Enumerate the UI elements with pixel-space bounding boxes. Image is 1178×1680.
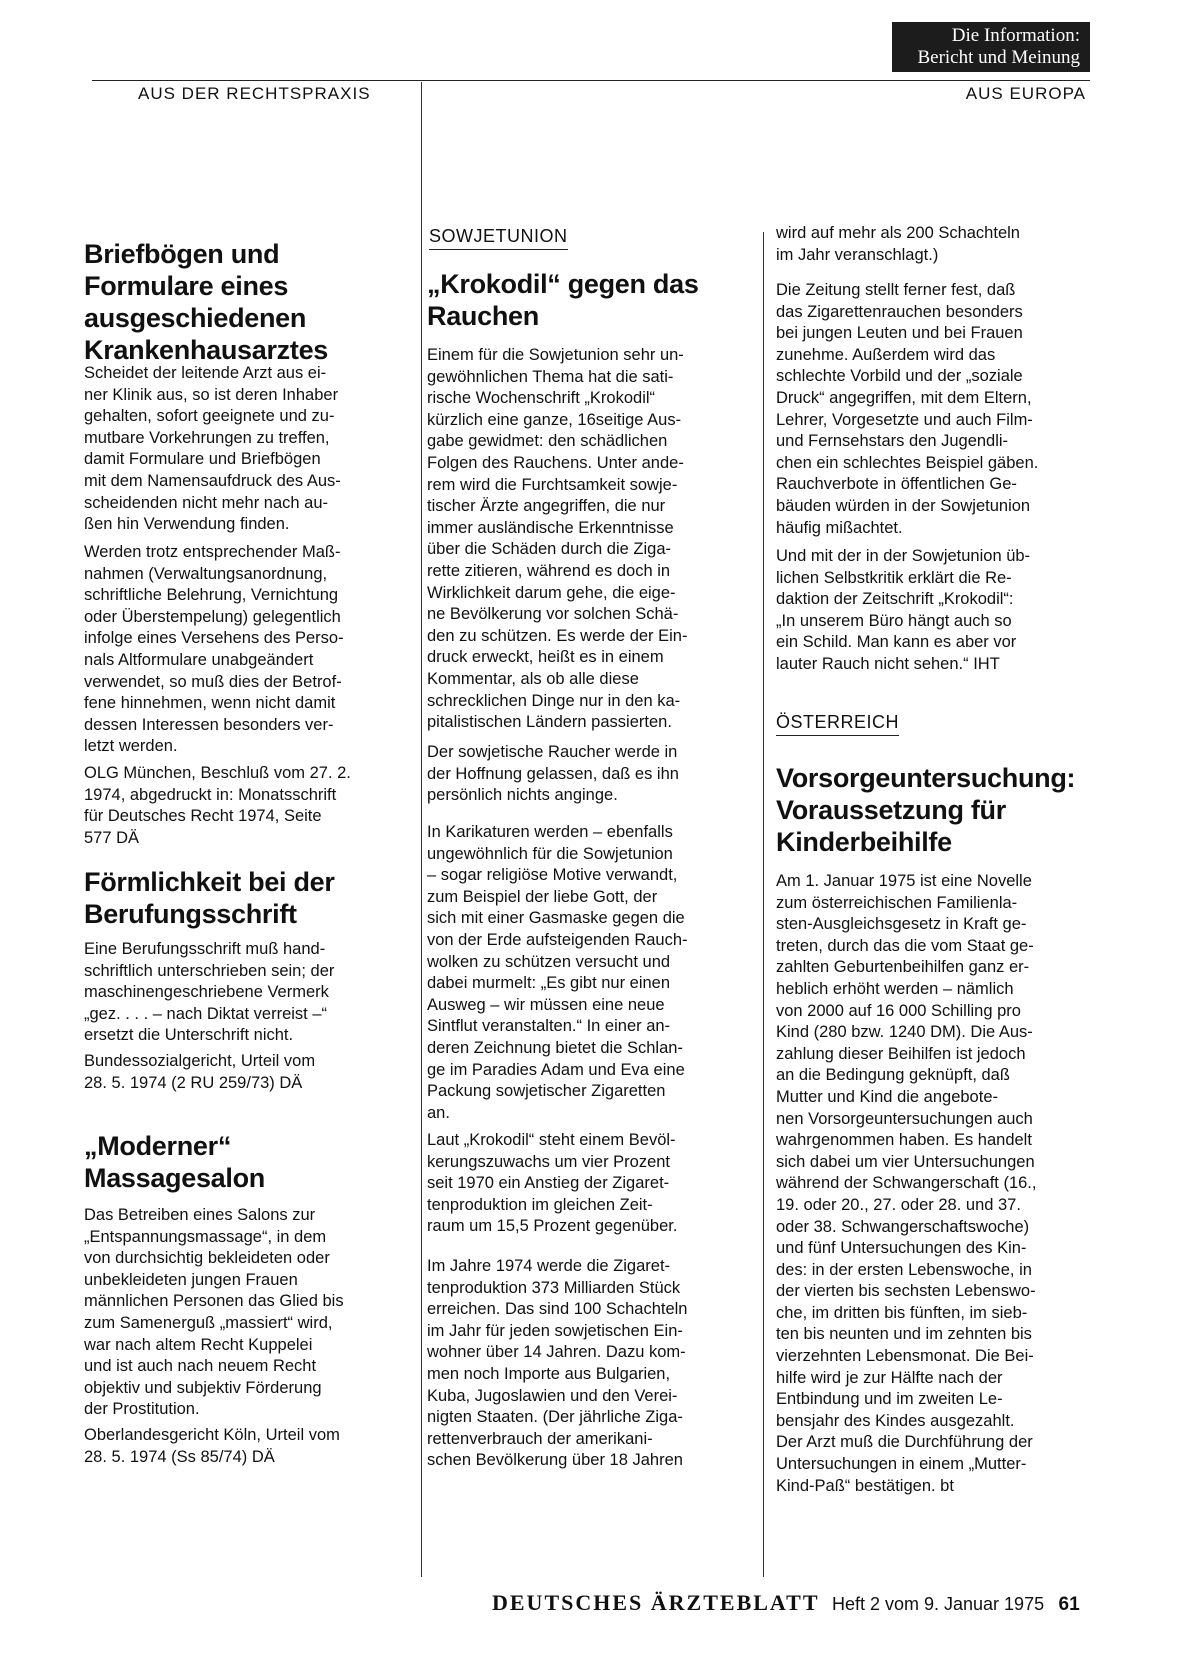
column-divider-1 — [421, 82, 422, 1577]
article-title-massagesalon: „Moderner“ Massagesalon — [84, 1131, 265, 1193]
article-title-foermlichkeit: Förmlichkeit bei der Berufungsschrift — [84, 867, 335, 929]
kicker-oesterreich: ÖSTERREICH — [776, 712, 899, 736]
page-number: 61 — [1058, 1594, 1080, 1615]
article-paragraph: Die Zeitung stellt ferner fest, daß das Zigarettenrauchen besonders bei jungen Leuten und bei Frauen zunehme. Außerdem wird das schlechte Vorbild und der „soziale Druck“ angegriffen, mit dem Eltern, Lehrer, Vorgesetzte und auch Film- und Fernsehstars den Jugendli- chen ein schlechtes Beispiel gäben. Rauchverbote in öffentlichen Ge- bäuden würden in der Sowjetunion häufig mißachtet. — [776, 281, 1039, 537]
column-divider-2 — [763, 232, 764, 1577]
header-rule — [92, 80, 1090, 81]
article-paragraph: Eine Berufungsschrift muß hand- schriftlich unterschrieben sein; der maschinengeschriebene Vermerk „gez. . . . – nach Diktat verreist –“ ersetzt die Unterschrift nicht. — [84, 940, 335, 1045]
badge-line-2: Bericht und Meinung — [917, 47, 1080, 68]
section-label-left: AUS DER RECHTSPRAXIS — [138, 84, 371, 103]
article-paragraph: Einem für die Sowjetunion sehr un- gewöhnlichen Thema hat die sati- rische Wochenschrift „Krokodil“ kürzlich eine ganze, 16seitige Aus- gabe gewidmet: den schädlichen Folgen des Rauchens. Unter ande- rem wird die Furchtsamkeit sowje- tischer Ärzte angegriffen, die nur immer ausländische Erkenntnisse über die Schäden durch die Ziga- rette zitieren, während es doch in Wirklichkeit darum gehe, die eige- ne Bevölkerung vor solchen Schä- den zu schützen. Es werde der Ein- druck erweckt, heißt es in einem Kommentar, als ob alle diese schrecklichen Dinge nur in den ka- pitalistischen Ländern passierten. — [427, 346, 688, 732]
badge-line-1: Die Information: — [951, 25, 1080, 46]
page-footer — [492, 1590, 1080, 1616]
article-paragraph: Laut „Krokodil“ steht einem Bevöl- kerungszuwachs um vier Prozent seit 1970 ein Anstieg der Zigaret- tenproduktion im gleichen Zeit- raum um 15,5 Prozent gegenüber. — [427, 1131, 678, 1236]
article-title-briefboegen: Briefbögen und Formulare eines ausgeschiedenen Krankenhausarztes — [84, 239, 329, 365]
article-source: Bundessozialgericht, Urteil vom 28. 5. 1974 (2 RU 259/73) DÄ — [84, 1052, 316, 1092]
issue-info: Heft 2 vom 9. Januar 1975 — [831, 1594, 1045, 1614]
article-paragraph: In Karikaturen werden – ebenfalls ungewöhnlich für die Sowjetunion – sogar religiöse Motive verwandt, zum Beispiel der liebe Gott, der sich mit einer Gasmaske gegen die von der Erde aufsteigenden Rauch- wolken zu schützen versucht und dabei murmelt: „Es gibt nur einen Ausweg – wir müssen eine neue Sintflut veranstalten.“ In einer an- deren Zeichnung bietet die Schlan- ge im Paradies Adam und Eva eine Packung sowjetischer Zigaretten an. — [427, 823, 688, 1122]
article-paragraph: Scheidet der leitende Arzt aus ei- ner Klinik aus, so ist deren Inhaber gehalten, sofort geeignete und zu- mutbare Vorkehrungen zu treffen, damit Formulare und Briefbögen mit dem Namensaufdruck des Aus- scheidenden nicht mehr nach au- ßen hin Verwendung finden. — [84, 364, 341, 534]
article-paragraph: Das Betreiben eines Salons zur „Entspannungsmassage“, in dem von durchsichtig bekleideten oder unbekleideten jungen Frauen männlichen Personen das Glied bis zum Samenerguß „massiert“ wird, war nach altem Recht Kuppelei und ist auch nach neuem Recht objektiv und subjektiv Förderung der Prostitution. — [84, 1206, 344, 1419]
article-paragraph: Am 1. Januar 1975 ist eine Novelle zum österreichischen Familienla- sten-Ausgleichsgesetz in Kraft ge- treten, durch das die vom Staat ge- zahlten Geburtenbeihilfen ganz er- heblich erhöht werden – nämlich von 2000 auf 16 000 Schilling pro Kind (280 bzw. 1240 DM). Die Aus- zahlung dieser Beihilfen ist jedoch an die Bedingung geknüpft, daß Mutter und Kind die angebote- nen Vorsorgeuntersuchungen auch wahrgenommen haben. Es handelt sich dabei um vier Untersuchungen während der Schwangerschaft (16., 19. oder 20., 27. oder 28. und 37. oder 38. Schwangerschaftswoche) und fünf Untersuchungen des Kin- des: in der ersten Lebenswoche, in der vierten bis sechsten Lebenswo- che, im dritten bis fünften, im sieb- ten bis neunten und im zehnten bis vierzehnten Lebensmonat. Die Bei- hilfe wird je zur Hälfte nach der Entbindung und im zweiten Le- bensjahr des Kindes ausgezahlt. Der Arzt muß die Durchführung der Untersuchungen in einem „Mutter- Kind-Paß“ bestätigen. bt — [776, 872, 1037, 1495]
section-label-right: AUS EUROPA — [965, 84, 1086, 103]
article-paragraph: Und mit der in der Sowjetunion üb- lichen Selbstkritik erklärt die Re- daktion der Zeitschrift „Krokodil“: „In unserem Büro hängt auch so ein Schild. Man kann es aber vor lauter Rauch nicht sehen.“ IHT — [776, 547, 1031, 673]
article-title-vorsorge: Vorsorgeuntersuchung: Voraussetzung für Kinderbeihilfe — [776, 763, 1076, 857]
masthead: DEUTSCHES ÄRZTEBLATT — [492, 1590, 820, 1615]
article-paragraph: Werden trotz entsprechender Maß- nahmen (Verwaltungsanordnung, schriftliche Belehrung, Vernichtung oder Überstempelung) gelegentlich infolge eines Versehens des Perso- nals Altformulare unabgeändert verwendet, so muß dies der Betrof- fene hinnehmen, wenn nicht damit dessen Interessen besonders ver- letzt werden. — [84, 543, 344, 756]
kicker-sowjetunion: SOWJETUNION — [429, 226, 568, 250]
article-title-krokodil: „Krokodil“ gegen das Rauchen — [427, 269, 699, 331]
article-source: Oberlandesgericht Köln, Urteil vom 28. 5. 1974 (Ss 85/74) DÄ — [84, 1426, 340, 1466]
article-paragraph: Im Jahre 1974 werde die Zigaret- tenproduktion 373 Milliarden Stück erreichen. Das sind 100 Schachteln im Jahr für jeden sowjetischen Ein- wohner über 14 Jahren. Dazu kom- men noch Importe aus Bulgarien, Kuba, Jugoslawien und den Verei- nigten Staaten. (Der jährliche Ziga- rettenverbrauch der amerikani- schen Bevölkerung über 18 Jahren — [427, 1257, 688, 1470]
article-paragraph: Der sowjetische Raucher werde in der Hoffnung gelassen, daß es ihn persönlich nichts anginge. — [427, 743, 679, 805]
article-paragraph: wird auf mehr als 200 Schachteln im Jahr veranschlagt.) — [776, 224, 1020, 264]
section-badge — [892, 22, 1090, 72]
article-source: OLG München, Beschluß vom 27. 2. 1974, abgedruckt in: Monatsschrift für Deutsches Recht 1974, Seite 577 DÄ — [84, 764, 351, 847]
